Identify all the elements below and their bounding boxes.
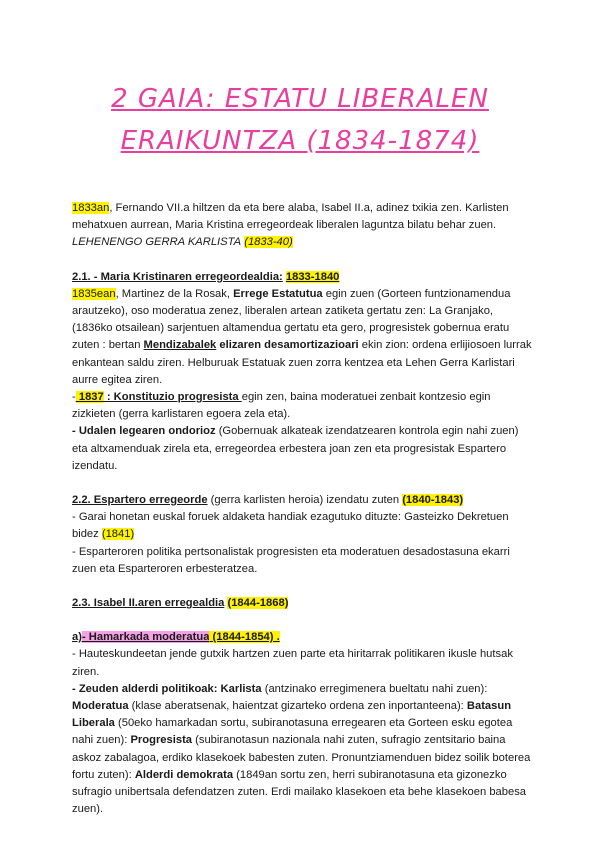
desamortizazioa: elizaren desamortizazioari [216,339,359,352]
intro-paragraph [72,200,534,252]
errege-estatutua: Errege Estatutua [233,287,323,300]
text-span: ekin zion: ordena erlijiosoen lurrak enkantean saldu ziren. Helburuak Estatuak zuen zorra kentzea eta Lehen Gerra Karlistari aurre egitea ziren. [72,339,532,386]
section-2-1-paragraph-1 [72,286,534,389]
text-span: (gerra karlisten heroia) izendatu zuten [207,494,403,507]
section-2-2-heading [72,492,534,509]
war-dates: (1833-40) [244,236,293,249]
document-body [72,200,534,819]
section-a-dates: (1844-1854) . [209,631,280,644]
text-span: - Esparteroren politika pertsonalistak progresisten eta moderatuen desadostasuna ekarri zuen eta Esparteroren erbesteratzea. [72,545,510,575]
dash: - [72,391,76,404]
mendizabal-name: Mendizabalek [143,339,217,352]
text-span: (1849an sortu zen, herri subiranotasuna eta gizonezko sufragio unibertsala defendatzen zuten. Erdi mailako klasekoen eta behe klasekoen babesa zuen). [72,768,527,816]
text-span: , Martinez de la Rosak, [115,287,234,300]
section-2-3-heading [72,595,534,612]
year-1841: (1841) [101,528,135,541]
text-span: (Gobernuak alkateak izendatzearen kontrola egin nahi zuen) eta altxamenduak zirela eta, erregeordea erbestera joan zen eta progresistak Espartero izendatu. [72,425,519,472]
text-span: egin zen, baina moderatuei zenbait kontzesio egin zizkieten (gerra karlistaren egoera zela eta). [72,391,491,421]
title-line-1: 2 GAIA: ESTATU LIBERALEN [111,84,489,114]
konstituzio-progresista: : Konstituzio progresista [103,391,242,404]
section-2-1-paragraph-2 [72,389,534,423]
section-a-heading [72,629,534,646]
section-2-2-line-1 [72,509,534,543]
title-line-2: ERAIKUNTZA (1834-1874) [120,126,480,156]
document-title [0,78,600,162]
section-2-1-paragraph-3 [72,423,534,475]
batasun-liberala: Batasun Liberala [72,700,512,730]
section-a-line-1 [72,646,534,680]
text-span: (subiranotasun nazionala nahi zuten, sufragio zentsitario baina askoz zabalagoa, erdiko klasekoek babesten zuten. Pronuntziamenduen bidez soilik boterea fortu zuten): [72,734,531,781]
alderdi-politikoak: - Zeuden alderdi politikoak: Karlista [72,682,262,695]
section-2-1-heading [72,269,534,286]
year-1835: 1835ean [72,287,116,300]
section-a-prefix: a) [72,631,82,644]
section-2-2-dates: (1840-1843) [402,494,464,507]
war-label: LEHENENGO GERRA KARLISTA [72,236,242,249]
text-span: - Hauteskundeetan jende gutxik hartzen zuen parte eta hiritarrak politikaren ikusle hutsak ziren. [72,648,513,678]
alderdi-demokrata: Alderdi demokrata [134,768,234,781]
text-span: (50eko hamarkadan sortu, subiranotasuna erregearen eta Gorteen esku egotea nahi zuen): [72,717,513,747]
text-span: (antzinako erregimenera bueltatu nahi zuen): [261,682,488,695]
section-2-3-title: 2.3. Isabel II.aren erregealdia [72,597,225,610]
section-a-line-2 [72,681,534,819]
section-2-2-line-2 [72,544,534,578]
year-1837: 1837 [75,391,104,404]
hamarkada-moderatua: - Hamarkada moderatua [81,631,210,644]
moderatua: Moderatua [72,700,129,713]
intro-text: , Fernando VII.a hiltzen da eta bere alaba, Isabel II.a, adinez txikia zen. Karlisten mehatxuen aurrean, Maria Kristina erregeordeak liberalen laguntza bilatu behar zuen. [72,202,509,232]
section-2-1-title: 2.1. - Maria Kristinaren erregeordealdia: [72,270,283,283]
section-2-1-dates: 1833-1840 [285,270,340,283]
section-2-2-title: 2.2. Espartero erregeorde [72,494,208,507]
intro-year: 1833an [72,202,110,214]
text-span: - Garai honetan euskal foruek aldaketa handiak ezagutuko dituzte: Gasteizko Dekretuen bidez [72,511,509,541]
progresista: Progresista [130,734,193,747]
text-span: (klase aberatsenak, haientzat gizarteko ordena zen inportanteena): [128,700,467,713]
section-2-3-dates: (1844-1868) [227,597,289,610]
text-span: egin zuen (Gorteen funtzionamendua arautzeko), oso moderatua zenez, liberalen artean zatiketa gertatu zen: La Granjako, (1836ko otsailean) sarjentuen altamendua gertatu eta gero, progresistek gobernua eratu zuten : bertan [72,287,511,352]
udalen-legea: - Udalen legearen ondorioz [72,425,216,438]
